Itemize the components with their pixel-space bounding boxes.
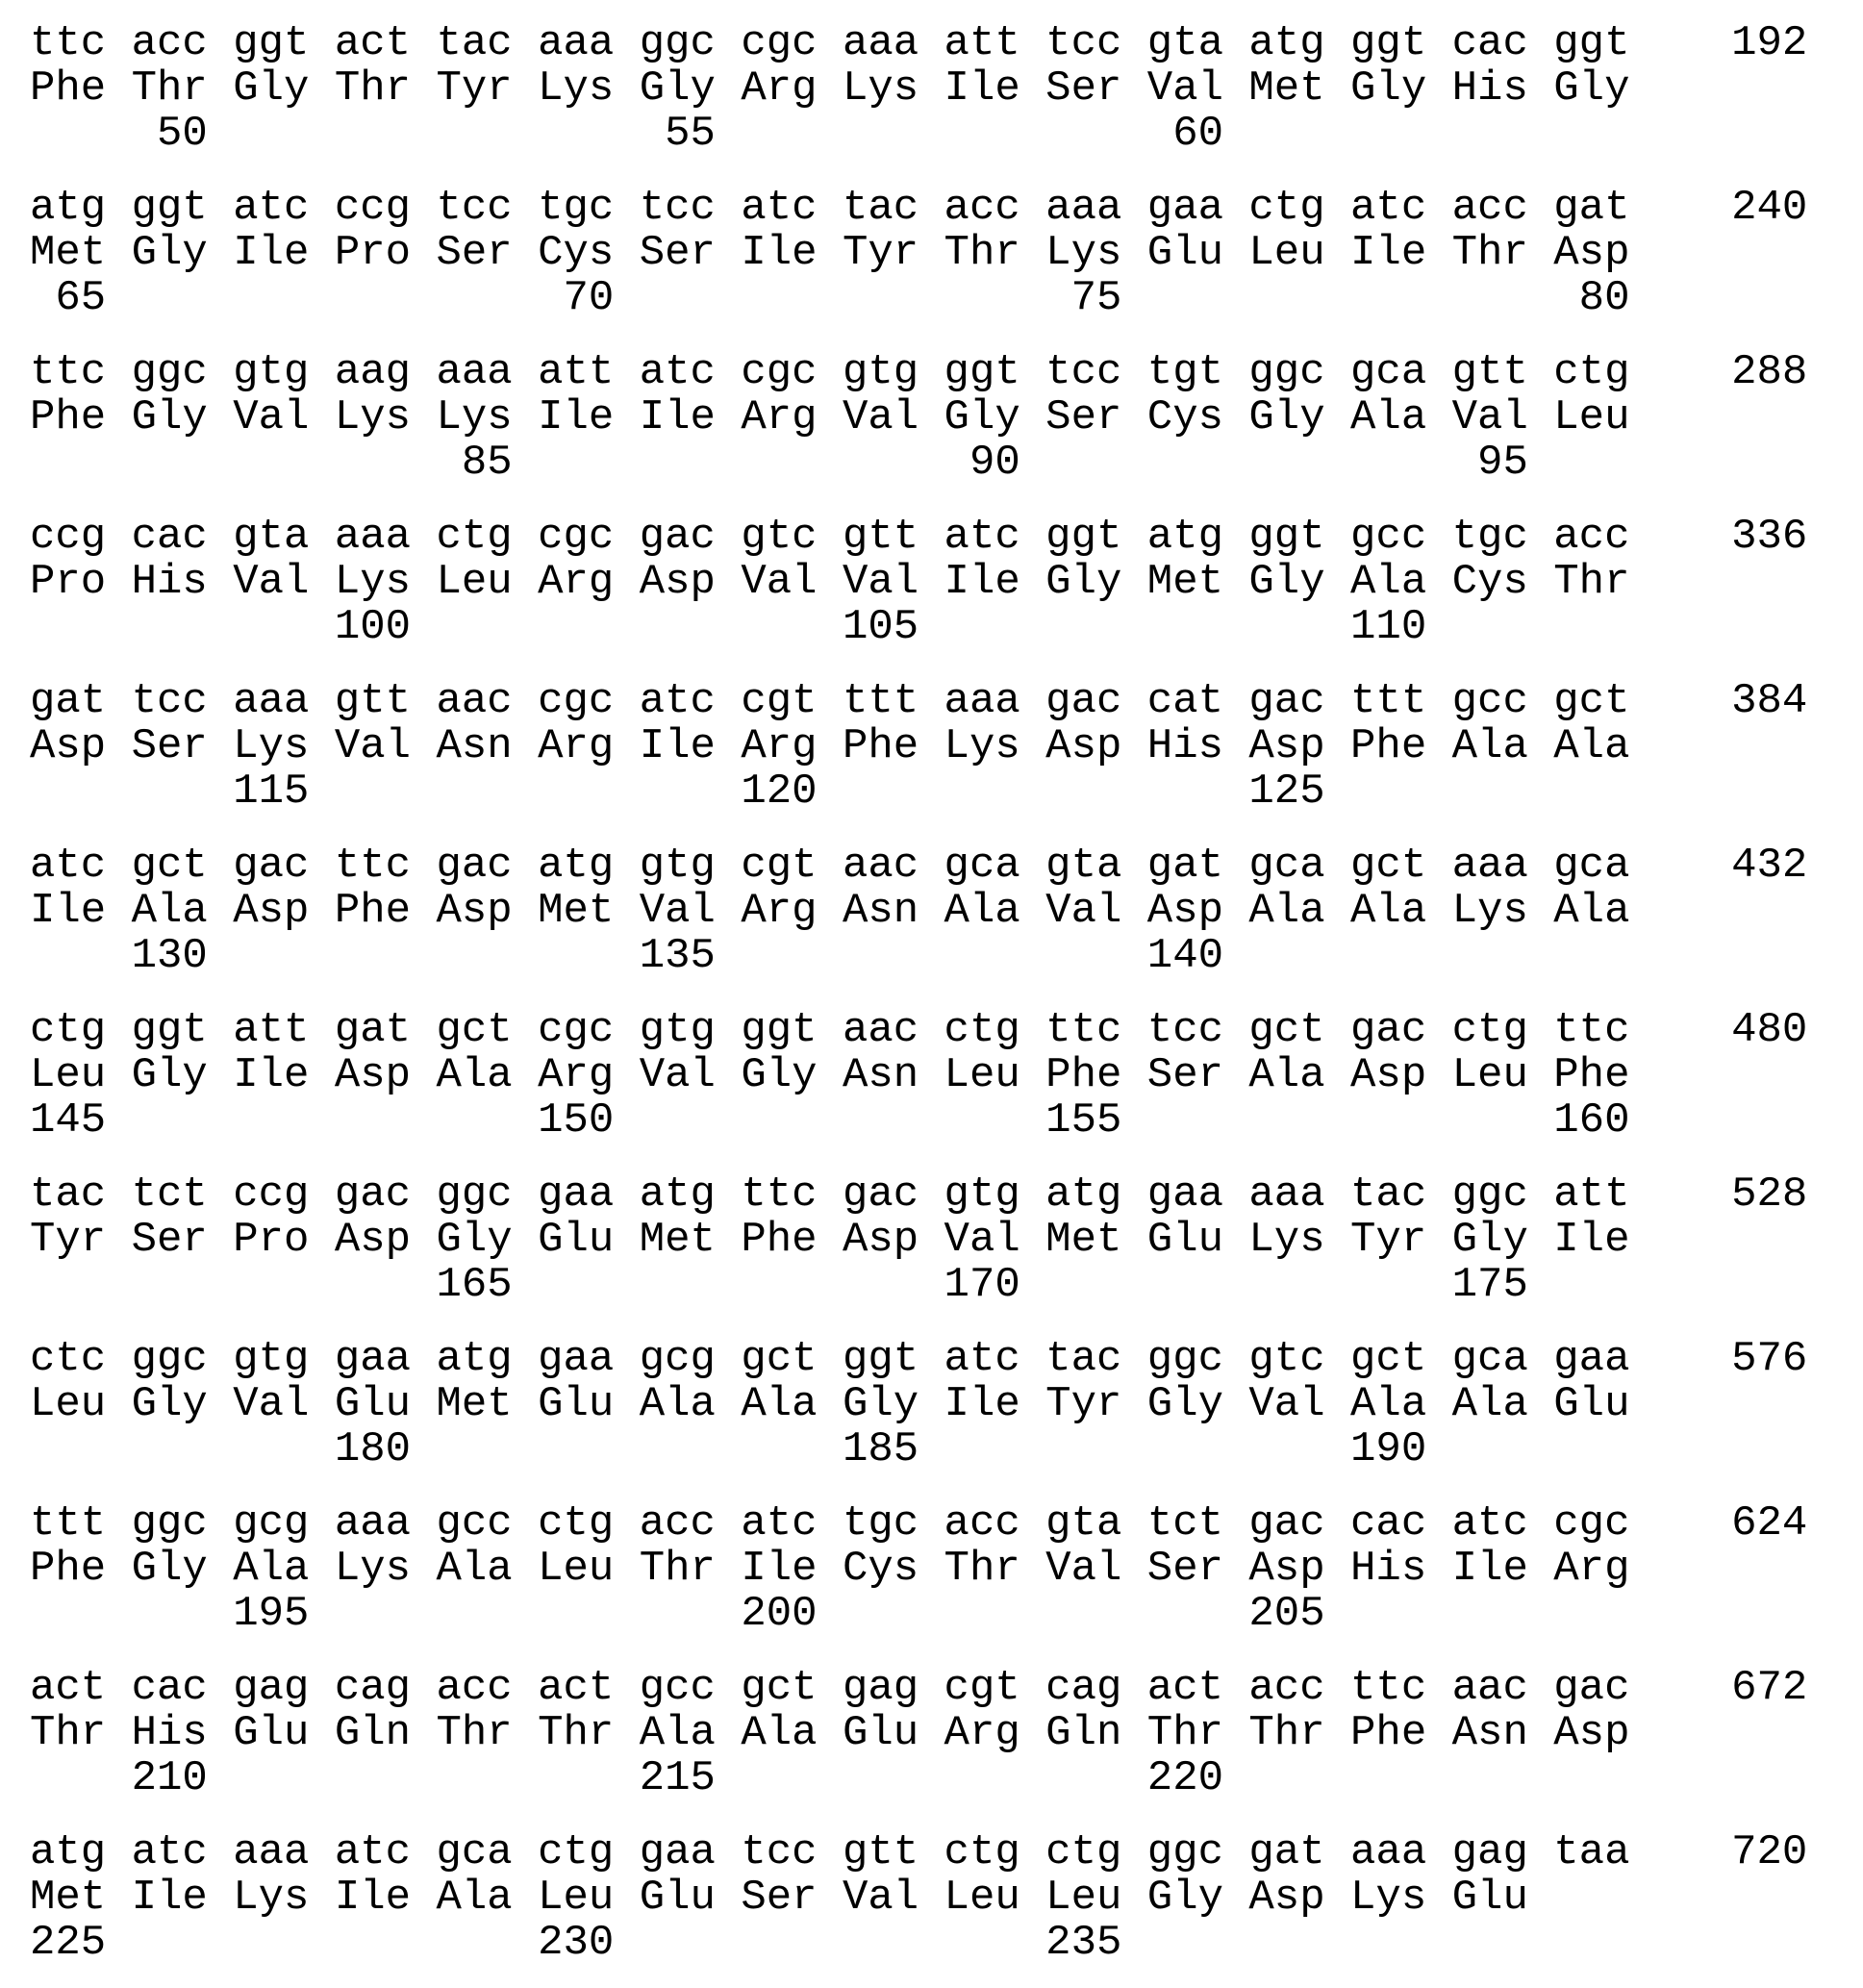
amino-acid-line: Tyr Ser Pro Asp Gly Glu Met Phe Asp Val Met Glu Lys Tyr Gly Ile — [30, 1216, 1630, 1264]
amino-acid-line: Met Gly Ile Pro Ser Cys Ser Ile Tyr Thr Lys Glu Leu Ile Thr Asp — [30, 229, 1630, 277]
sequence-block — [30, 186, 1863, 321]
amino-acid-line: Asp Ser Lys Val Asn Arg Ile Arg Phe Lys Asp His Asp Phe Ala Ala — [30, 722, 1630, 770]
nucleotide-position: 528 — [1731, 1170, 1808, 1219]
residue-number-line: 65 70 75 80 — [30, 274, 1630, 322]
codon-row — [30, 186, 1863, 231]
codon-row — [30, 679, 1863, 724]
sequence-block — [30, 1337, 1863, 1472]
amino-acid-line: Ile Ala Asp Phe Asp Met Val Arg Asn Ala Val Asp Ala Ala Lys Ala — [30, 887, 1630, 935]
codon-line: atg ggt atc ccg tcc tgc tcc atc tac acc aaa gaa ctg atc acc gat — [30, 184, 1630, 232]
sequence-block — [30, 1008, 1863, 1144]
codon-line: ctg ggt att gat gct cgc gtg ggt aac ctg ttc tcc gct gac ctg ttc — [30, 1006, 1630, 1054]
sequence-block — [30, 515, 1863, 650]
codon-row — [30, 1501, 1863, 1547]
codon-line: ccg cac gta aaa ctg cgc gac gtc gtt atc ggt atg ggt gcc tgc acc — [30, 513, 1630, 561]
codon-row — [30, 350, 1863, 395]
nucleotide-position: 480 — [1731, 1006, 1808, 1054]
codon-line: act cac gag cag acc act gcc gct gag cgt cag act acc ttc aac gac — [30, 1664, 1630, 1712]
sequence-block — [30, 843, 1863, 979]
nucleotide-position: 432 — [1731, 842, 1808, 890]
codon-line: ttt ggc gcg aaa gcc ctg acc atc tgc acc gta tct gac cac atc cgc — [30, 1499, 1630, 1548]
residue-number-line: 115 120 125 — [30, 768, 1325, 816]
residue-number-line: 195 200 205 — [30, 1590, 1325, 1638]
nucleotide-position: 240 — [1731, 184, 1808, 232]
amino-acid-line: Phe Thr Gly Thr Tyr Lys Gly Arg Lys Ile Ser Val Met Gly His Gly — [30, 64, 1630, 113]
codon-row — [30, 1666, 1863, 1711]
sequence-block — [30, 1501, 1863, 1637]
amino-acid-line: Phe Gly Ala Lys Ala Leu Thr Ile Cys Thr Val Ser Asp His Ile Arg — [30, 1545, 1630, 1593]
nucleotide-position: 384 — [1731, 677, 1808, 725]
codon-line: ttc ggc gtg aag aaa att atc cgc gtg ggt tcc tgt ggc gca gtt ctg — [30, 348, 1630, 396]
sequence-block — [30, 1666, 1863, 1801]
residue-number-line: 130 135 140 — [30, 932, 1224, 980]
amino-acid-line: Leu Gly Val Glu Met Glu Ala Ala Gly Ile Tyr Gly Val Ala Ala Glu — [30, 1380, 1630, 1428]
codon-row — [30, 515, 1863, 560]
nucleotide-position: 336 — [1731, 513, 1808, 561]
sequence-block — [30, 21, 1863, 157]
sequence-block — [30, 679, 1863, 815]
codon-line: gat tcc aaa gtt aac cgc atc cgt ttt aaa gac cat gac ttt gcc gct — [30, 677, 1630, 725]
amino-acid-line: Met Ile Lys Ile Ala Leu Glu Ser Val Leu Leu Gly Asp Lys Glu — [30, 1874, 1528, 1922]
nucleotide-position: 288 — [1731, 348, 1808, 396]
residue-number-line: 100 105 110 — [30, 603, 1427, 651]
residue-number-line: 225 230 235 — [30, 1919, 1122, 1967]
sequence-block — [30, 1830, 1863, 1966]
codon-row — [30, 1172, 1863, 1218]
amino-acid-line: Phe Gly Val Lys Lys Ile Ile Arg Val Gly Ser Cys Gly Ala Val Leu — [30, 393, 1630, 441]
nucleotide-position: 624 — [1731, 1499, 1808, 1548]
nucleotide-position: 576 — [1731, 1335, 1808, 1383]
residue-number-line: 145 150 155 160 — [30, 1096, 1630, 1145]
codon-line: ctc ggc gtg gaa atg gaa gcg gct ggt atc tac ggc gtc gct gca gaa — [30, 1335, 1630, 1383]
amino-acid-line: Thr His Glu Gln Thr Thr Ala Ala Glu Arg Gln Thr Thr Phe Asn Asp — [30, 1709, 1630, 1757]
nucleotide-position: 672 — [1731, 1664, 1808, 1712]
codon-line: atc gct gac ttc gac atg gtg cgt aac gca gta gat gca gct aaa gca — [30, 842, 1630, 890]
nucleotide-position: 720 — [1731, 1828, 1808, 1876]
residue-number-line: 165 170 175 — [30, 1261, 1528, 1309]
codon-row — [30, 1337, 1863, 1382]
codon-row — [30, 1008, 1863, 1053]
amino-acid-line: Leu Gly Ile Asp Ala Arg Val Gly Asn Leu Phe Ser Ala Asp Leu Phe — [30, 1051, 1630, 1099]
codon-row — [30, 21, 1863, 66]
codon-line: tac tct ccg gac ggc gaa atg ttc gac gtg atg gaa aaa tac ggc att — [30, 1170, 1630, 1219]
sequence-block — [30, 1172, 1863, 1308]
residue-number-line: 50 55 60 — [30, 110, 1224, 158]
residue-number-line: 180 185 190 — [30, 1425, 1427, 1473]
codon-row — [30, 1830, 1863, 1875]
amino-acid-line: Pro His Val Lys Leu Arg Asp Val Val Ile Gly Met Gly Ala Cys Thr — [30, 558, 1630, 606]
residue-number-line: 210 215 220 — [30, 1754, 1224, 1802]
codon-line: atg atc aaa atc gca ctg gaa tcc gtt ctg ctg ggc gat aaa gag taa — [30, 1828, 1630, 1876]
sequence-block — [30, 350, 1863, 486]
codon-row — [30, 843, 1863, 889]
residue-number-line: 85 90 95 — [30, 439, 1528, 487]
nucleotide-position: 192 — [1731, 19, 1808, 67]
codon-line: ttc acc ggt act tac aaa ggc cgc aaa att tcc gta atg ggt cac ggt — [30, 19, 1630, 67]
